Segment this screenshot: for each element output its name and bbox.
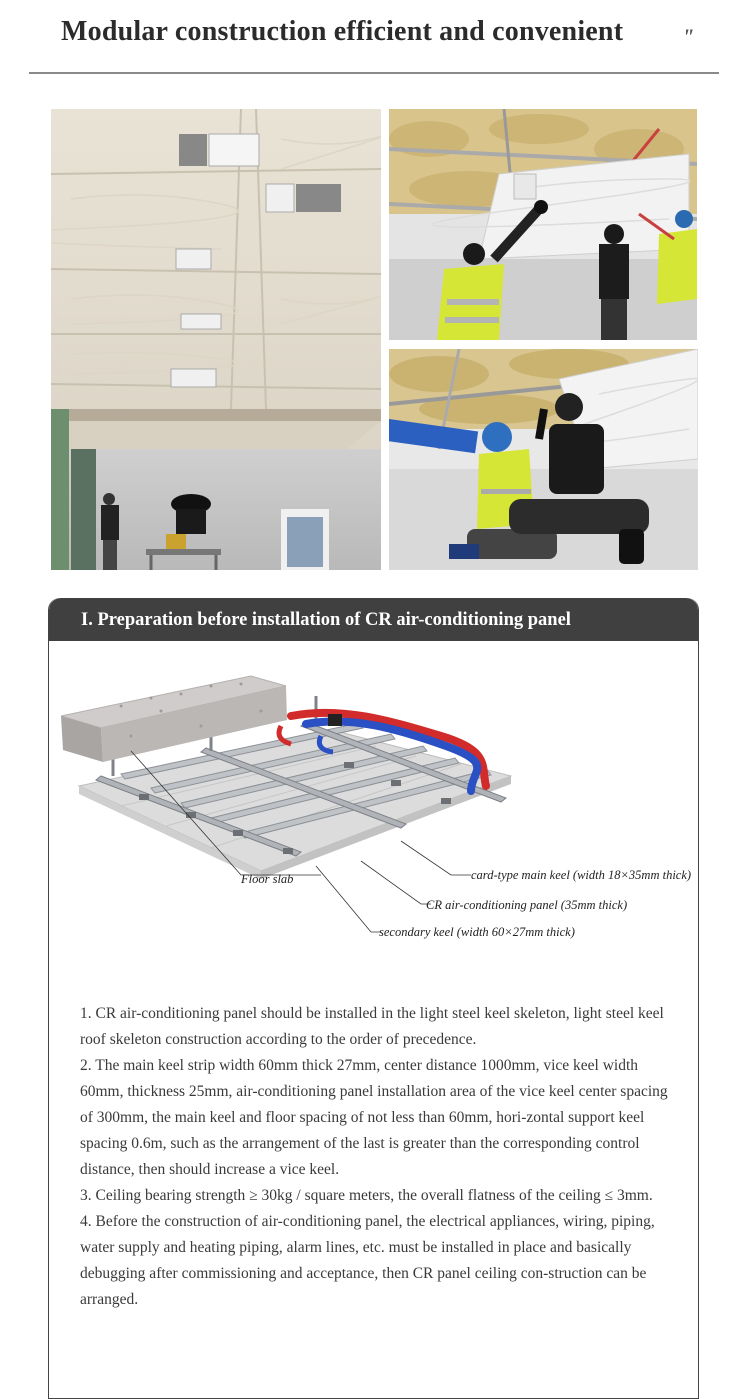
paragraph-3: 3. Ceiling bearing strength ≥ 30kg / square meters, the overall flatness of the ceiling ≤ 3mm. [80, 1187, 653, 1204]
instructions-text [80, 1001, 672, 1313]
section-title: I. Preparation before installation of CR air-conditioning panel [81, 610, 571, 630]
label-secondary-keel: secondary keel (width 60×27mm thick) [379, 925, 575, 939]
keel-structure-diagram [61, 666, 691, 966]
photo-ceiling-panels-installed [51, 109, 381, 570]
label-floor-slab: Floor slab [241, 872, 294, 886]
header-divider [29, 72, 719, 74]
paragraph-4: 4. Before the construction of air-conditioning panel, the electrical appliances, wiring, piping, water supply and heating piping, alarm lines, etc. must be installed in place and basically debugging after commissioning and acceptance, then CR panel ceiling con-struction can be arranged. [80, 1213, 655, 1308]
label-main-keel: card-type main keel (width 18×35mm thick) [471, 868, 692, 882]
paragraph-2: 2. The main keel strip width 60mm thick 27mm, center distance 1000mm, vice keel width 60mm, thickness 25mm, air-conditioning panel installation area of the vice keel center spacing of 300mm, the main keel and floor spacing of not less than 60mm, hori-zontal support keel spacing 0.6m, such as the arrangement of the last is greater than the corresponding control distance, then should increase a vice keel. [80, 1057, 668, 1178]
paragraph-1: 1. CR air-conditioning panel should be installed in the light steel keel skeleton, light steel keel roof skeleton construction according to the order of precedence. [80, 1005, 664, 1048]
quote-mark-icon: " [682, 24, 695, 49]
section-header [49, 598, 698, 641]
page-title: Modular construction efficient and convenient [61, 16, 624, 47]
label-panel: CR air-conditioning panel (35mm thick) [426, 898, 628, 912]
preparation-section [48, 598, 699, 1399]
photo-workers-lifting-panel [389, 109, 697, 340]
page-header [0, 0, 750, 76]
photo-workers-fixing-panel [389, 349, 698, 570]
